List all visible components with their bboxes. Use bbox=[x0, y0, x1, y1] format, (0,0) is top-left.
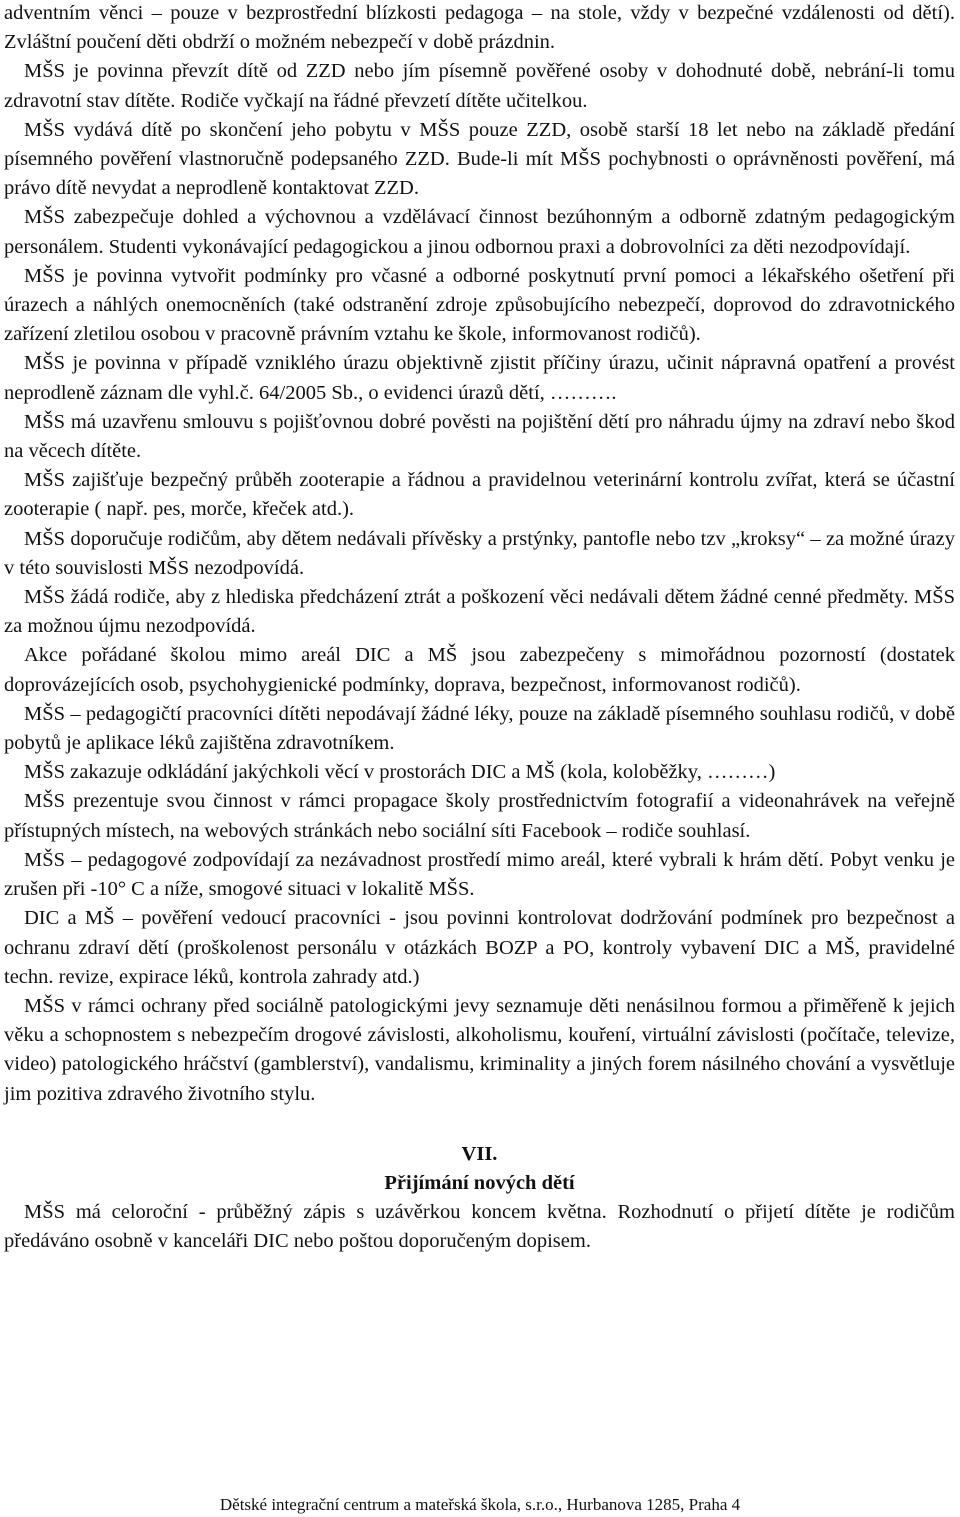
paragraph-valuables: MŠS žádá rodiče, aby z hlediska předcházení ztrát a poškození věci nedávali dětem žádné cenné předměty. MŠS za možnou újmu nezodpovídá. bbox=[4, 586, 955, 638]
paragraph-advent-wreath: adventním věnci – pouze v bezprostřední blízkosti pedagoga – na stole, vždy v bezpečné vzdálenosti od dětí). Zvláštní poučení děti obdrží o možném nebezpečí v době prázdnin. bbox=[4, 2, 955, 54]
paragraph-off-site-events: Akce pořádané školou mimo areál DIC a MŠ jsou zabezpečeny s mimořádnou pozorností (dostatek doprovázejících osob, psychohygienické podmínky, doprava, bezpečnost, informovanost rodičů). bbox=[4, 644, 955, 696]
paragraph-supervision: MŠS zabezpečuje dohled a výchovnou a vzdělávací činnost bezúhonným a odborně zdatným pedagogickým personálem. Studenti vykonávající pedagogickou a jinou odbornou praxi a dobrovolníci za děti nezodpovídají. bbox=[4, 206, 955, 258]
document-page bbox=[4, 0, 955, 1256]
paragraph-photo-consent: MŠS prezentuje svou činnost v rámci propagace školy prostřednictvím fotografií a videonahrávek na veřejně přístupných místech, na webových stránkách nebo sociální síti Facebook – rodiče souhlasí. bbox=[4, 790, 955, 842]
section-title: Přijímání nových dětí bbox=[384, 1171, 575, 1194]
section-heading bbox=[4, 1140, 955, 1198]
paragraph-jewelry: MŠS doporučuje rodičům, aby dětem nedávali přívěsky a prstýnky, pantofle nebo tzv „kroksy“ – za možné úrazy v této souvislosti MŠS nezodpovídá. bbox=[4, 527, 955, 579]
paragraph-medication: MŠS – pedagogičtí pracovníci dítěti nepodávají žádné léky, pouze na základě písemného souhlasu rodičů, v době pobytů je aplikace léků zajištěna zdravotníkem. bbox=[4, 702, 955, 755]
paragraph-enrollment: MŠS má celoroční - průběžný zápis s uzávěrkou koncem května. Rozhodnutí o přijetí dítěte je rodičům předáváno osobně v kanceláři DIC nebo poštou doporučeným dopisem. bbox=[4, 1200, 955, 1252]
paragraph-insurance: MŠS má uzavřenu smlouvu s pojišťovnou dobré pověsti na pojištění dětí pro náhradu újmy na zdraví nebo škod na věcech dítěte. bbox=[4, 410, 955, 463]
paragraph-injury-record: MŠS je povinna v případě vzniklého úrazu objektivně zjistit příčiny úrazu, učinit nápravná opatření a provést neprodleně záznam dle vyhl.č. 64/2005 Sb., o evidenci úrazů dětí, ………. bbox=[4, 352, 955, 404]
paragraph-child-release: MŠS vydává dítě po skončení jeho pobytu v MŠS pouze ZZD, osobě starší 18 let nebo na základě předání písemného pověření vlastnoručně podepsaného ZZD. Bude-li mít MŠS pochybnosti o oprávněnosti pověření, má právo dítě nevydat a neprodleně kontaktovat ZZD. bbox=[4, 118, 955, 200]
paragraph-storage-ban: MŠS zakazuje odkládání jakýchkoli věcí v prostorách DIC a MŠ (kola, koloběžky, ………) bbox=[24, 761, 776, 784]
paragraph-first-aid: MŠS je povinna vytvořit podmínky pro včasné a odborné poskytnutí první pomoci a lékařského ošetření při úrazech a náhlých onemocněních (také odstranění zdroje způsobujícího nebezpečí, doprovod do zdravotnického zařízení zletilou osobou v pracovně právním vztahu ke škole, informovanost rodičů). bbox=[4, 264, 955, 346]
paragraph-child-handover: MŠS je povinna převzít dítě od ZZD nebo jím písemně pověřené osoby v dohodnuté době, nebrání-li tomu zdravotní stav dítěte. Rodiče vyčkají na řádné převzetí dítěte učitelkou. bbox=[4, 60, 955, 112]
paragraph-zootherapy: MŠS zajišťuje bezpečný průběh zooterapie a řádnou a pravidelnou veterinární kontrolu zvířat, která se účastní zooterapie ( např. pes, morče, křeček atd.). bbox=[4, 469, 955, 521]
paragraph-outdoor-safety: MŠS – pedagogové zodpovídají za nezávadnost prostředí mimo areál, které vybrali k hrám dětí. Pobyt venku je zrušen při -10° C a níže, smogové situaci v lokalitě MŠS. bbox=[4, 848, 955, 901]
section-number: VII. bbox=[461, 1142, 498, 1165]
page-footer: Dětské integrační centrum a mateřská škola, s.r.o., Hurbanova 1285, Praha 4 bbox=[219, 1495, 741, 1514]
paragraph-prevention: MŠS v rámci ochrany před sociálně patologickými jevy seznamuje děti nenásilnou formou a přiměřeně k jejich věku a schopnostem s nebezpečím drogové závislosti, alkoholismu, kouření, virtuální závislosti (počítače, televize, video) patologického hráčství (gamblerství), vandalismu, kriminality a jiných forem násilného chování a vysvětluje jim pozitiva zdravého životního stylu. bbox=[4, 994, 955, 1105]
paragraph-safety-control: DIC a MŠ – pověření vedoucí pracovníci - jsou povinni kontrolovat dodržování podmínek pro bezpečnost a ochranu zdraví dětí (proškolenost personálu v otázkách BOZP a PO, kontroly vybavení DIC a MŠ, pravidelné techn. revize, expirace léků, kontrola zahrady atd.) bbox=[4, 907, 955, 988]
